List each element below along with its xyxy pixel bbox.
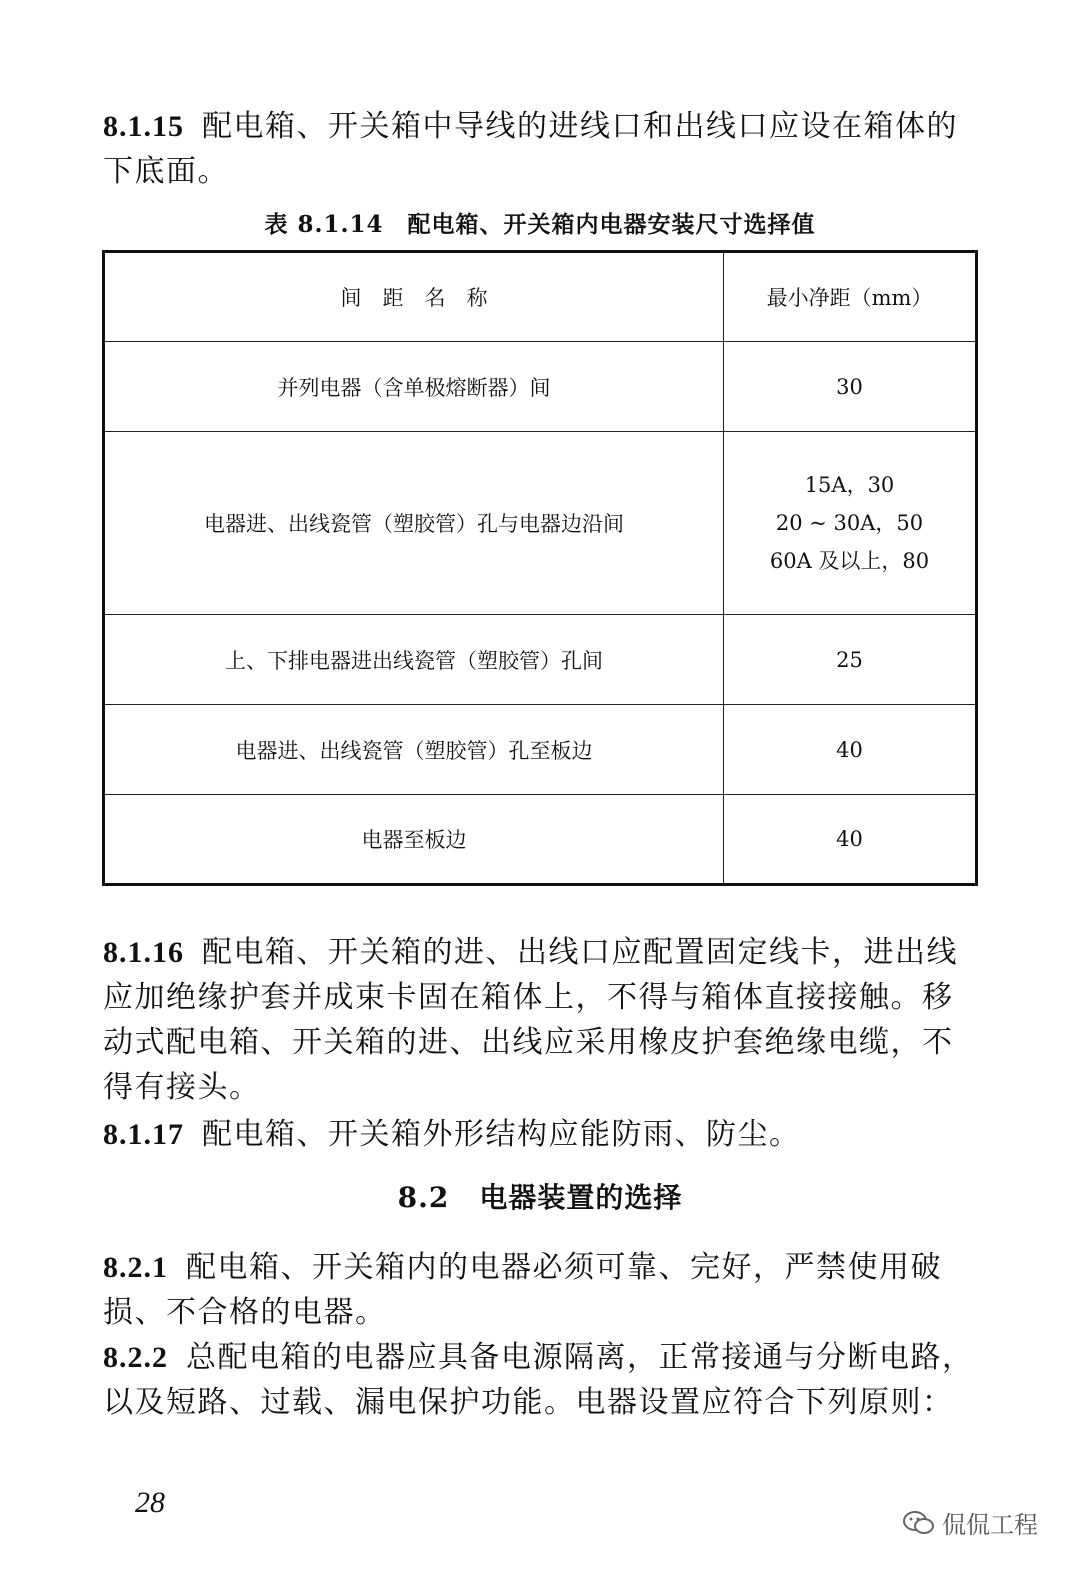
row-value-cell: 25: [724, 615, 977, 705]
table-header-row: [104, 252, 977, 342]
table-row: [104, 705, 977, 795]
row-name-cell: 上、下排电器进出线瓷管（塑胶管）孔间: [104, 615, 724, 705]
row-value-cell: 30: [724, 342, 977, 432]
clause-number: 8.1.15: [103, 110, 184, 143]
row-value-cell: [724, 432, 977, 615]
table-row: [104, 795, 977, 885]
clause-number: 8.1.17: [103, 1118, 184, 1151]
header-cell-value: 最小净距（mm）: [724, 252, 977, 342]
wechat-icon: [902, 1510, 936, 1536]
clause-8-1-17: [103, 1112, 983, 1157]
table-title: 表 8.1.14 配电箱、开关箱内电器安装尺寸选择值: [264, 211, 816, 238]
clause-number: 8.2.2: [103, 1341, 168, 1374]
header-cell-name: 间 距 名 称: [104, 252, 724, 342]
section-title-text: 电器装置的选择: [479, 1181, 683, 1214]
value-line: 60A 及以上，80: [769, 549, 930, 573]
table-row: [104, 615, 977, 705]
clause-8-2-2: [103, 1335, 983, 1425]
row-name-cell: 电器至板边: [104, 795, 724, 885]
clause-text: 配电箱、开关箱内的电器必须可靠、完好，严禁使用破损、不合格的电器。: [103, 1250, 942, 1330]
section-heading: [0, 1176, 1080, 1216]
row-name-cell: 电器进、出线瓷管（塑胶管）孔与电器边沿间: [104, 432, 724, 615]
clause-8-2-1: [103, 1245, 983, 1335]
row-value-cell: 40: [724, 705, 977, 795]
clause-8-1-16: [103, 930, 983, 1110]
value-line: 15A，30: [804, 473, 895, 497]
clause-8-1-15: [103, 104, 983, 194]
watermark: [902, 1505, 1038, 1540]
clause-number: 8.2.1: [103, 1251, 168, 1284]
clause-text: 配电箱、开关箱外形结构应能防雨、防尘。: [202, 1117, 801, 1152]
watermark-text: 侃侃工程: [942, 1511, 1038, 1539]
clause-text: 配电箱、开关箱的进、出线口应配置固定线卡，进出线应加绝缘护套并成束卡固在箱体上，不得与箱体直接接触。移动式配电箱、开关箱的进、出线应采用橡皮护套绝缘电缆，不得有接头。: [103, 935, 958, 1105]
clause-number: 8.1.16: [103, 936, 184, 969]
row-name-cell: 并列电器（含单极熔断器）间: [104, 342, 724, 432]
clause-text: 配电箱、开关箱中导线的进线口和出线口应设在箱体的下底面。: [103, 109, 958, 189]
row-name-cell: 电器进、出线瓷管（塑胶管）孔至板边: [104, 705, 724, 795]
clause-text: 总配电箱的电器应具备电源隔离，正常接通与分断电路，以及短路、过载、漏电保护功能。电器设置应符合下列原则：: [103, 1340, 974, 1420]
value-line: 20 ~ 30A，50: [775, 511, 924, 535]
section-number: 8.2: [397, 1181, 450, 1214]
spacing-table: [102, 250, 978, 886]
table-row: [104, 342, 977, 432]
table-row: [104, 432, 977, 615]
page-number: 28: [135, 1486, 165, 1519]
row-value-cell: 40: [724, 795, 977, 885]
